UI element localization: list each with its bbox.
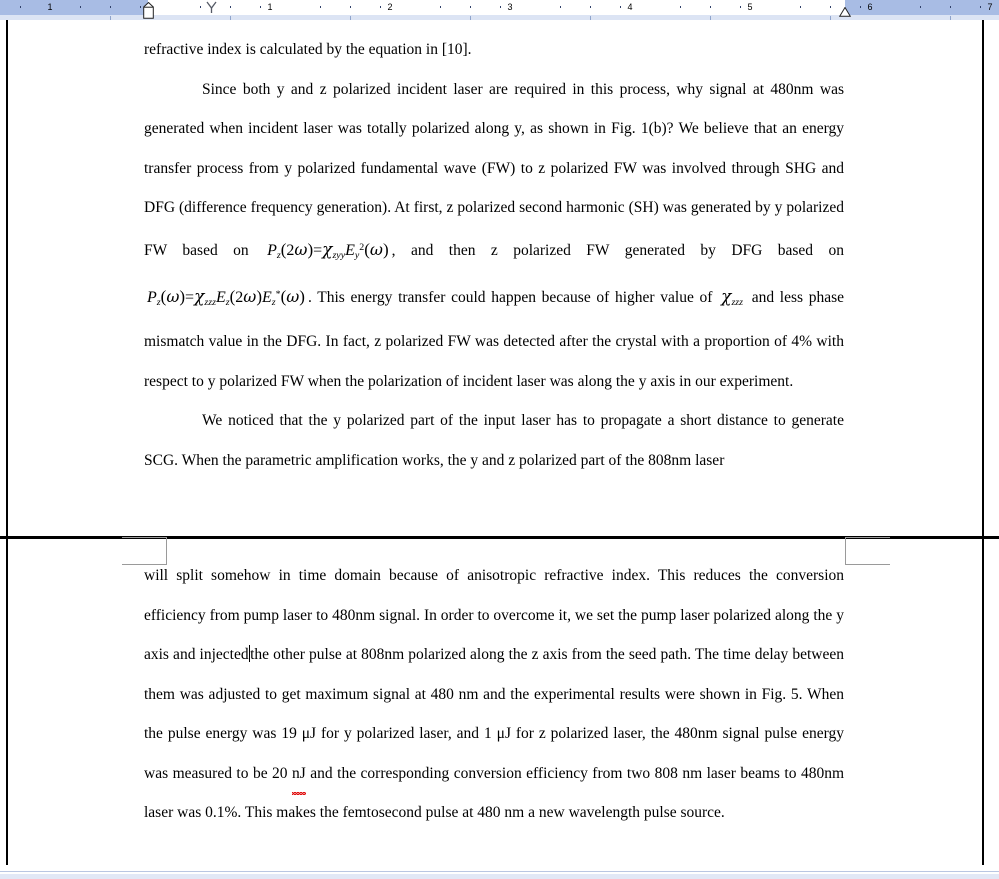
ruler-tick — [860, 6, 861, 8]
paragraph-1-text: refractive index is calculated by the equation in [10]. — [144, 41, 472, 58]
ruler-tick — [920, 6, 921, 8]
ruler-left-margin-zone[interactable] — [0, 0, 148, 15]
ruler-tick — [590, 6, 591, 8]
indent-marker-icon — [143, 2, 154, 19]
ruler-tick — [800, 6, 801, 8]
ruler-number-3: 3 — [507, 2, 513, 12]
paragraph-2[interactable] — [144, 70, 844, 402]
ruler-tick — [980, 6, 981, 8]
paragraph-4-text-c: and the corresponding conversion efficiency from two 808 nm laser beams to 480nm laser was 0.1%. This makes the femtosecond pulse at 480 nm a new wavelength pulse source. — [144, 764, 844, 821]
ruler-tick — [20, 6, 21, 8]
ruler-tick — [830, 6, 831, 8]
paragraph-1[interactable] — [144, 30, 844, 70]
paragraph-3-text: We noticed that the y polarized part of the input laser has to propagate a short distance to generate SCG. When the parametric amplification works, the y and z polarized part of the 808nm laser — [144, 412, 844, 469]
ruler-tick — [470, 6, 471, 8]
ruler-tick — [140, 6, 141, 8]
paragraph-4-text-b: the other pulse at 808nm polarized along the z axis from the seed path. The time delay between them was adjusted to get maximum signal at 480 nm and the experimental results were shown in Fig. 5. When the pulse energy was 19 μJ for y polarized laser, and 1 μJ for z polarized laser, the 480nm signal pulse energy was measured to be 20 — [144, 646, 844, 782]
page-bottom-band — [0, 874, 999, 879]
paragraph-2-text-d: and less phase mismatch value in the DFG. In fact, z polarized FW was detected after the crystal with a proportion of 4% with respect to y polarized FW when the polarization of incident laser was along the y axis in our experiment. — [144, 289, 845, 390]
ruler-tick — [80, 6, 81, 8]
document-text-page-two[interactable] — [144, 556, 844, 876]
ruler-tick — [110, 6, 111, 8]
ruler-tick — [350, 6, 351, 8]
ruler-number-0: 1 — [47, 2, 53, 12]
right-indent-icon — [839, 7, 851, 17]
ruler-tick — [320, 6, 321, 8]
paragraph-2-text-b: , and then z polarized FW generated by DFG based on — [391, 241, 844, 259]
ruler-tick — [230, 6, 231, 8]
ruler-number-4: 4 — [627, 2, 633, 12]
ruler-number-5: 5 — [747, 2, 753, 12]
equation-2: $P_z(\omega)=\chi_{zzz}E_z(2\omega)E_z^*(\omega)$ — [147, 287, 305, 308]
ruler-number-2: 2 — [387, 2, 393, 12]
ruler-tick — [740, 6, 741, 8]
page-bottom-divider — [0, 871, 999, 872]
ruler-tick — [260, 6, 261, 8]
equation-1: $P_z(2\omega)=\chi_{zyy}E_y^2(\omega)$ — [267, 239, 389, 261]
paragraph-3[interactable] — [144, 401, 844, 480]
ruler-tick — [680, 6, 681, 8]
ruler-tick — [950, 6, 951, 8]
ruler-number-1: 1 — [267, 2, 273, 12]
ruler-tick — [500, 6, 501, 8]
ruler-tick — [200, 6, 201, 8]
misspelled-word[interactable]: nJ — [292, 754, 306, 794]
ruler-tick — [560, 6, 561, 8]
paragraph-2-text-a: Since both y and z polarized incident laser are required in this process, why signal at 480nm was generated when incident laser was totally polarized along y, as shown in Fig. 1(b)? We believe that an energy transfer process from y polarized fundamental wave (FW) to z polarized FW was involved through SHG and DFG (difference frequency generation). At first, z polarized second harmonic (SH) was generated by y polarized FW based on — [144, 80, 844, 259]
tab-stop-icon — [205, 1, 218, 14]
equation-3: $\chi_{zzz}$ — [721, 287, 744, 308]
right-indent-marker[interactable] — [839, 4, 850, 21]
horizontal-ruler[interactable] — [0, 0, 999, 21]
right-margin-crop-mark — [845, 537, 890, 565]
ruler-number-7: 7 — [987, 2, 993, 12]
ruler-tick — [380, 6, 381, 8]
center-tab-stop[interactable] — [205, 1, 218, 16]
ruler-tick — [440, 6, 441, 8]
paragraph-4-text-a: will split somehow in time domain because of anisotropic refractive index. This reduces the conversion efficiency from pump laser to 480nm signal. In order to overcome it, we set the pump laser polarized along the y axis and injected — [144, 567, 844, 663]
document-text-page-one[interactable] — [144, 30, 844, 530]
ruler-number-6: 6 — [867, 2, 873, 12]
paragraph-2-text-c: . This energy transfer could happen because of higher value of — [307, 289, 719, 307]
first-line-indent-marker[interactable] — [143, 2, 154, 19]
ruler-tick — [620, 6, 621, 8]
paragraph-4[interactable] — [144, 556, 844, 833]
document-canvas[interactable] — [0, 20, 999, 879]
ruler-tick — [710, 6, 711, 8]
